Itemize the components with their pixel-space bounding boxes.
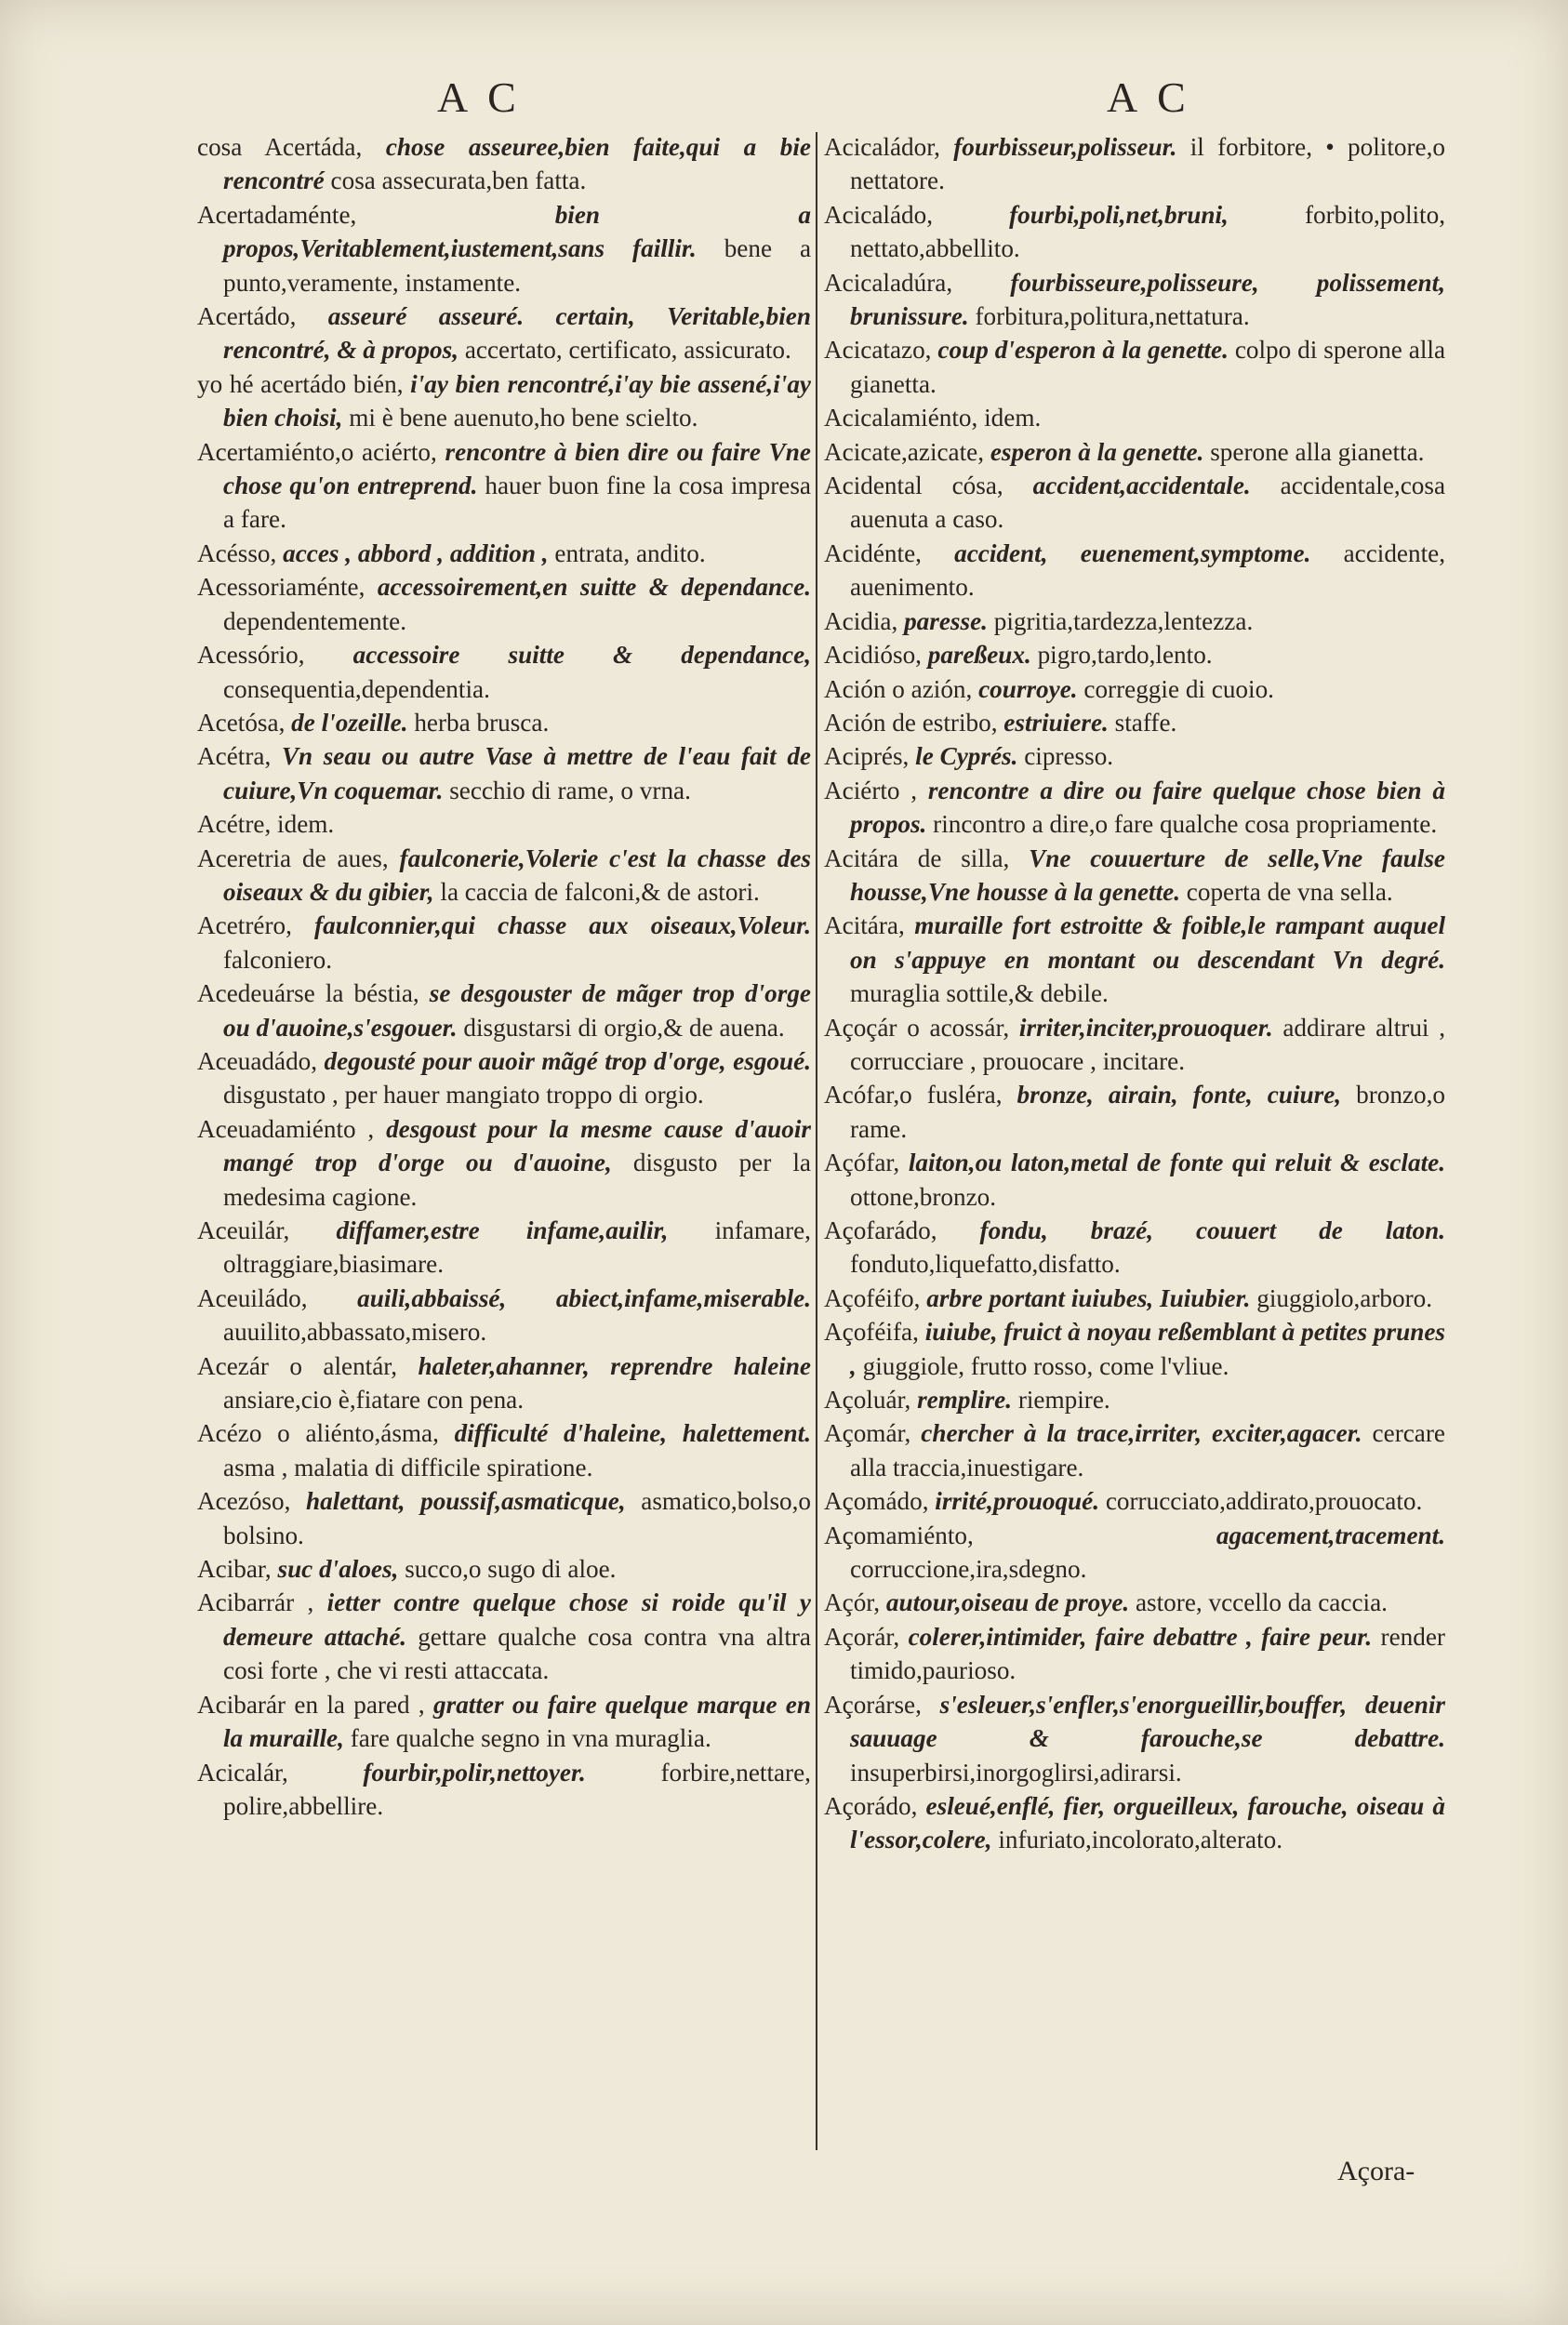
italian-gloss: pigro,tardo,lento.: [1030, 641, 1213, 670]
dictionary-entry: [197, 1044, 811, 1112]
french-gloss: muraille fort estroitte & foible,le rampant auquel on s'appuye en montant ou descendant Vn degré.: [850, 911, 1445, 974]
dictionary-entry: [197, 367, 811, 435]
french-gloss: se desgouster de mãger trop d'orge ou d'auoine,s'esgouer.: [223, 979, 811, 1042]
right-column: [824, 130, 1445, 1857]
headword: Aceuilár,: [197, 1216, 290, 1244]
dictionary-entry: [824, 774, 1445, 842]
french-gloss: le Cyprés.: [909, 742, 1018, 771]
headword: Acicate,azicate,: [824, 437, 985, 466]
headword: Aciprés,: [824, 742, 910, 771]
french-gloss: irrité,prouoqué.: [928, 1487, 1100, 1516]
italian-gloss: succo,o sugo di aloe.: [398, 1555, 617, 1584]
french-gloss: auili,abbaissé, abiect,infame,miserable.: [307, 1283, 811, 1312]
french-gloss: degousté pour auoir mãgé trop d'orge, esgoué.: [317, 1046, 811, 1075]
french-gloss: bronze, airain, fonte, cuiure,: [1002, 1081, 1342, 1109]
french-gloss: estriuiere.: [997, 708, 1109, 737]
dictionary-entry: [824, 198, 1445, 266]
dictionary-entry: [824, 1519, 1445, 1587]
italian-gloss: cosa assecurata,ben fatta.: [324, 166, 587, 195]
headword: Acertádo,: [197, 302, 297, 331]
french-gloss: accessoirement,en suitte & dependance.: [365, 573, 811, 602]
french-gloss: fondu, brazé, couuert de laton.: [937, 1216, 1445, 1244]
italian-gloss: accertato, certificato, assicurato.: [458, 336, 791, 365]
headword: Aceuadamiénto ,: [197, 1114, 375, 1143]
dictionary-entry: [824, 1011, 1445, 1079]
italian-gloss: astore, vccello da caccia.: [1129, 1588, 1388, 1617]
italian-gloss: consequentia,dependentia.: [223, 674, 490, 703]
italian-gloss: accidente, auenimento.: [850, 538, 1445, 602]
headword: Acessório,: [197, 641, 305, 670]
italian-gloss: forbito,polito, nettato,abbellito.: [850, 200, 1445, 263]
italian-gloss: insuperbirsi,inorgoglirsi,adirarsi.: [850, 1758, 1182, 1787]
italian-gloss: secchio di rame, o vrna.: [443, 776, 691, 804]
italian-gloss: corruccione,ira,sdegno.: [850, 1555, 1087, 1584]
italian-gloss: fonduto,liquefatto,disfatto.: [850, 1250, 1121, 1279]
italian-gloss: colpo di sperone alla gianetta.: [850, 336, 1446, 398]
italian-gloss: riempire.: [1012, 1386, 1110, 1415]
italian-gloss: ansiare,cio è,fiatare con pena.: [223, 1386, 525, 1415]
french-gloss: fourbisseure,polisseure, polissement, brunissure.: [850, 268, 1445, 331]
dictionary-entry: [197, 1112, 811, 1214]
italian-gloss: asmatico,bolso,o bolsino.: [223, 1487, 812, 1549]
headword: Acibar,: [197, 1555, 272, 1584]
french-gloss: coup d'esperon à la genette.: [931, 336, 1229, 365]
italian-gloss: fare qualche segno in vna muraglia.: [343, 1724, 711, 1753]
headword: Ación de estribo,: [824, 708, 998, 737]
dictionary-entry: [824, 1383, 1445, 1416]
french-gloss: autour,oiseau de proye.: [880, 1588, 1130, 1617]
french-gloss: faulconerie,Volerie c'est la chasse des oiseaux & du gibier,: [223, 844, 811, 906]
dictionary-entry: [197, 435, 811, 537]
dictionary-entry: [197, 1586, 811, 1687]
headword: Acidénte,: [824, 538, 922, 567]
headword: Açorárse,: [824, 1690, 922, 1719]
italian-gloss: asma , malatia di difficile spiratione.: [223, 1453, 593, 1481]
headword: Acezóso,: [197, 1487, 291, 1516]
italian-gloss: falconiero.: [223, 945, 332, 974]
french-gloss: haleter,ahanner, reprendre haleine: [397, 1351, 812, 1380]
left-column: [197, 130, 811, 1823]
dictionary-entry: [824, 1315, 1445, 1383]
headword: Açoçár o acossár,: [824, 1013, 1010, 1042]
headword: Açorár,: [824, 1622, 900, 1651]
italian-gloss: sperone alla gianetta.: [1203, 437, 1425, 466]
headword: Açoluár,: [824, 1386, 911, 1415]
italian-gloss: muraglia sottile,& debile.: [850, 979, 1109, 1008]
dictionary-entry: [824, 638, 1445, 671]
headword: Açomádo,: [824, 1487, 929, 1516]
dictionary-entry: [197, 537, 811, 570]
headword: Açorádo,: [824, 1791, 918, 1820]
headword: Acófar,o fusléra,: [824, 1081, 1003, 1109]
french-gloss: Vn seau ou autre Vase à mettre de l'eau fait de cuiure,Vn coquemar.: [223, 742, 811, 804]
headword: Açomár,: [824, 1419, 911, 1448]
italian-gloss: mi è bene auenuto,ho bene scielto.: [342, 404, 698, 432]
french-gloss: laiton,ou laton,metal de fonte qui reluit & esclate.: [899, 1149, 1445, 1177]
dictionary-entry: [197, 638, 811, 706]
french-gloss: fourbi,poli,net,bruni,: [933, 200, 1229, 229]
dictionary-entry: [197, 739, 811, 807]
italian-gloss: idem.: [271, 810, 335, 839]
dictionary-entry: [197, 130, 811, 198]
italian-gloss: accidentale,cosa auenuta a caso.: [850, 472, 1446, 534]
french-gloss: ietter contre quelque chose si roide qu'il y demeure attaché.: [223, 1588, 811, 1651]
dictionary-entry: [824, 1789, 1445, 1857]
french-gloss: i'ay bien rencontré,i'ay bie assené,i'ay bien choisi,: [223, 369, 811, 432]
dictionary-entry: [824, 1620, 1445, 1688]
dictionary-entry: [824, 1146, 1445, 1214]
dictionary-entry: [824, 333, 1445, 401]
headword: Açomamiénto,: [824, 1521, 974, 1549]
dictionary-entry: [824, 1078, 1445, 1146]
headword: Acibarrár ,: [197, 1588, 314, 1617]
header-left: A C: [437, 73, 522, 121]
french-gloss: colerer,intimider, faire debattre , faire peur.: [899, 1622, 1373, 1651]
italian-gloss: giuggiole, frutto rosso, come l'vliue.: [856, 1351, 1229, 1380]
french-gloss: irriter,inciter,prouoquer.: [1009, 1013, 1273, 1042]
dictionary-entry: [197, 1282, 811, 1349]
dictionary-entry: [824, 1688, 1445, 1789]
headword: Aciérto ,: [824, 776, 918, 804]
french-gloss: s'esleuer,s'enfler,s'enorgueillir,bouffer, deuenir sauuage & farouche,se debattre.: [850, 1690, 1445, 1753]
headword: Acicaládo,: [824, 200, 933, 229]
italian-gloss: dependentemente.: [223, 606, 407, 635]
dictionary-entry: [824, 1416, 1445, 1484]
headword: Aceretria de aues,: [197, 844, 389, 872]
headword: Açoféifo,: [824, 1283, 921, 1312]
french-gloss: chercher à la trace,irriter, exciter,agacer.: [910, 1419, 1362, 1448]
dictionary-entry: [197, 1756, 811, 1824]
italian-gloss: forbitura,politura,nettatura.: [968, 302, 1250, 331]
french-gloss: gratter ou faire quelque marque en la muraille,: [223, 1690, 811, 1753]
italian-gloss: la caccia de falconi,& de astori.: [433, 877, 760, 906]
headword: Acidental cósa,: [824, 472, 1003, 500]
italian-gloss: forbire,nettare, polire,abbellire.: [223, 1758, 811, 1820]
italian-gloss: infamare, oltraggiare,biasimare.: [223, 1216, 811, 1279]
headword: Acicalamiénto,: [824, 404, 978, 432]
dictionary-entry: [824, 1214, 1445, 1282]
italian-gloss: coperta de vna sella.: [1180, 877, 1393, 906]
dictionary-entry: [824, 401, 1445, 434]
french-gloss: de l'ozeille.: [285, 708, 408, 737]
dictionary-entry: [824, 706, 1445, 739]
dictionary-entry: [824, 909, 1445, 1010]
italian-gloss: herba brusca.: [407, 708, 550, 737]
italian-gloss: staffe.: [1108, 708, 1177, 737]
headword: Acetréro,: [197, 911, 292, 940]
dictionary-entry: [824, 672, 1445, 706]
headword: Acicaladúra,: [824, 268, 953, 297]
italian-gloss: render timido,paurioso.: [850, 1622, 1445, 1685]
header-right: A C: [1107, 73, 1191, 121]
headword: Acicatazo,: [824, 336, 932, 365]
italian-gloss: disgustato , per hauer mangiato troppo di orgio.: [223, 1081, 704, 1109]
dictionary-entry: [197, 1552, 811, 1586]
french-gloss: iuiube, fruict à noyau reßemblant à petites prunes ,: [850, 1318, 1445, 1380]
dictionary-entry: [824, 604, 1445, 638]
headword: Acitára de silla,: [824, 844, 1010, 872]
dictionary-entry: [824, 435, 1445, 469]
french-gloss: desgoust pour la mesme cause d'auoir mangé trop d'orge ou d'auoine,: [223, 1114, 811, 1177]
french-gloss: fourbisseur,polisseur.: [939, 133, 1177, 161]
dictionary-entry: [197, 1214, 811, 1282]
italian-gloss: gettare qualche cosa contra vna altra cosi forte , che vi resti attaccata.: [223, 1622, 811, 1685]
italian-gloss: disgusto per la medesima cagione.: [223, 1149, 811, 1211]
headword: Ación o azión,: [824, 674, 973, 703]
dictionary-entry: [197, 909, 811, 976]
dictionary-entry: [197, 299, 811, 367]
french-gloss: bien a propos,Veritablement,iustement,sans faillir.: [223, 200, 811, 263]
headword: Acétre,: [197, 810, 272, 839]
headword: Acedeuárse la béstia,: [197, 979, 419, 1008]
italian-gloss: cipresso.: [1017, 742, 1114, 771]
french-gloss: agacement,tracement.: [973, 1521, 1445, 1549]
italian-gloss: idem.: [977, 404, 1042, 432]
french-gloss: rencontre a dire ou faire quelque chose bien à propos.: [850, 776, 1445, 839]
headword: Acicaládor,: [824, 133, 940, 161]
french-gloss: difficulté d'haleine, halettement.: [438, 1419, 811, 1448]
headword: Acésso,: [197, 538, 277, 567]
headword: Acicalár,: [197, 1758, 288, 1787]
italian-gloss: giuggiolo,arboro.: [1250, 1283, 1433, 1312]
dictionary-entry: [197, 1349, 811, 1417]
french-gloss: halettant, poussif,asmaticque,: [290, 1487, 626, 1516]
french-gloss: esleué,enflé, fier, orgueilleux, farouche, oiseau à l'essor,colere,: [850, 1791, 1445, 1854]
dictionary-entry: [197, 807, 811, 841]
headword: Acezár o alentár,: [197, 1351, 398, 1380]
french-gloss: accident, euenement,symptome.: [921, 538, 1311, 567]
dictionary-entry: [824, 1484, 1445, 1518]
french-gloss: suc d'aloes,: [271, 1555, 399, 1584]
dictionary-entry: [197, 1416, 811, 1484]
french-gloss: asseuré asseuré. certain, Veritable,bien rencontré, & à propos,: [223, 302, 811, 365]
italian-gloss: hauer buon fine la cosa impresa a fare.: [223, 472, 811, 534]
italian-gloss: entrata, andito.: [548, 538, 706, 567]
dictionary-entry: [824, 739, 1445, 773]
italian-gloss: cercare alla traccia,inuestigare.: [850, 1419, 1445, 1481]
italian-gloss: correggie di cuoio.: [1077, 674, 1274, 703]
french-gloss: paresse.: [897, 606, 988, 635]
italian-gloss: disgustarsi di orgio,& de auena.: [457, 1013, 785, 1042]
italian-gloss: auuilito,abbassato,misero.: [223, 1318, 487, 1347]
french-gloss: remplire.: [910, 1386, 1013, 1415]
italian-gloss: infuriato,incolorato,alterato.: [991, 1826, 1283, 1854]
french-gloss: accessoire suitte & dependance,: [304, 641, 811, 670]
headword: Açór,: [824, 1588, 881, 1617]
french-gloss: accident,accidentale.: [1003, 472, 1251, 500]
french-gloss: arbre portant iuiubes, Iuiubier.: [920, 1283, 1251, 1312]
headword: Acitára,: [824, 911, 905, 940]
italian-gloss: addirare altrui , corrucciare , prouocare , incitare.: [850, 1013, 1445, 1075]
headword: Aceuadádo,: [197, 1046, 318, 1075]
french-gloss: acces , abbord , addition ,: [276, 538, 549, 567]
dictionary-entry: [824, 1586, 1445, 1619]
french-gloss: esperon à la genette.: [984, 437, 1204, 466]
french-gloss: Vne couuerture de selle,Vne faulse housse,Vne housse à la genette.: [850, 844, 1445, 906]
italian-gloss: ottone,bronzo.: [850, 1182, 997, 1211]
italian-gloss: bene a punto,veramente, instamente.: [223, 234, 812, 297]
headword: Açofarádo,: [824, 1216, 937, 1244]
headword: yo hé acertádo bién,: [197, 369, 404, 398]
column-divider: [816, 132, 817, 2150]
dictionary-entry: [197, 570, 811, 638]
dictionary-entry: [197, 706, 811, 739]
catchword: Açora-: [1337, 2156, 1415, 2186]
dictionary-entry: [824, 266, 1445, 334]
dictionary-entry: [197, 1688, 811, 1756]
french-gloss: chose asseuree,bien faite,qui a bie rencontré: [223, 133, 811, 195]
dictionary-entry: [824, 1282, 1445, 1315]
headword: Açófar,: [824, 1149, 900, 1177]
headword: Acézo o aliénto,ásma,: [197, 1419, 439, 1448]
dictionary-entry: [197, 1484, 811, 1552]
headword: Acidia,: [824, 606, 898, 635]
dictionary-entry: [824, 469, 1445, 537]
headword: Acertamiénto,o aciérto,: [197, 437, 437, 466]
french-gloss: fourbir,polir,nettoyer.: [287, 1758, 586, 1787]
italian-gloss: rincontro a dire,o fare qualche cosa propriamente.: [926, 810, 1438, 839]
headword: Acidióso,: [824, 641, 922, 670]
italian-gloss: corrucciato,addirato,prouocato.: [1099, 1487, 1423, 1516]
headword: Acertadaménte,: [197, 200, 357, 229]
french-gloss: rencontre à bien dire ou faire Vne chose qu'on entreprend.: [223, 437, 811, 500]
dictionary-entry: [197, 976, 811, 1044]
headword: Aceuiládo,: [197, 1283, 308, 1312]
dictionary-entry: [197, 842, 811, 910]
headword: Açoféifa,: [824, 1318, 919, 1347]
headword: Acibarár en la pared ,: [197, 1690, 425, 1719]
headword: cosa Acertáda,: [197, 133, 363, 161]
headword: Acessoriaménte,: [197, 573, 365, 602]
dictionary-entry: [824, 537, 1445, 604]
french-gloss: faulconnier,qui chasse aux oiseaux,Voleur.: [291, 911, 811, 940]
french-gloss: courroye.: [972, 674, 1078, 703]
running-header: [0, 73, 1568, 128]
italian-gloss: pigritia,tardezza,lentezza.: [987, 606, 1254, 635]
headword: Acétra,: [197, 742, 272, 771]
italian-gloss: il forbitore, • politore,o nettatore.: [850, 133, 1445, 195]
french-gloss: pareßeux.: [921, 641, 1031, 670]
french-gloss: diffamer,estre infame,auilir,: [289, 1216, 669, 1244]
dictionary-entry: [824, 842, 1445, 910]
dictionary-entry: [824, 130, 1445, 198]
headword: Acetósa,: [197, 708, 286, 737]
dictionary-entry: [197, 198, 811, 299]
italian-gloss: bronzo,o rame.: [850, 1081, 1445, 1143]
